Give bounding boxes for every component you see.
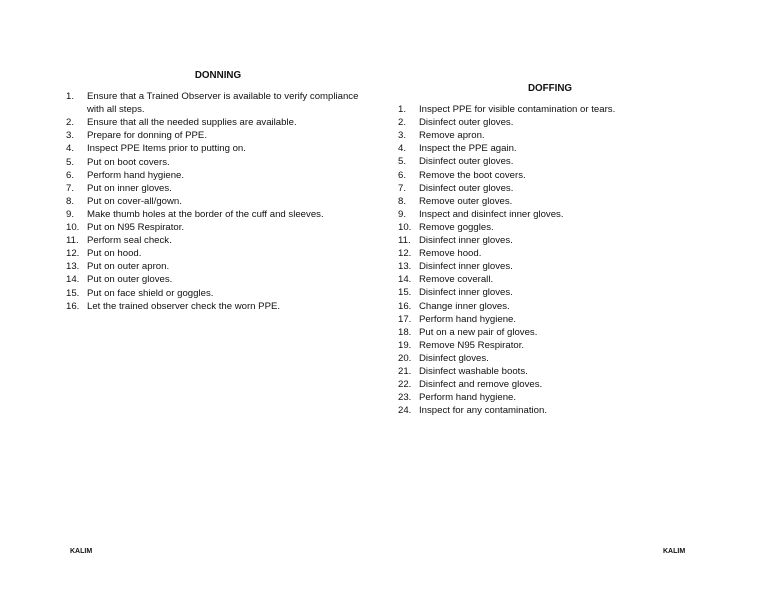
donning-list <box>66 90 386 313</box>
donning-step <box>66 287 386 300</box>
step-text: Disinfect outer gloves. <box>419 182 514 194</box>
doffing-step <box>398 142 728 155</box>
step-number: 4. <box>398 143 407 155</box>
doffing-step <box>398 103 728 116</box>
donning-step <box>66 142 386 155</box>
doffing-step <box>398 352 728 365</box>
step-number: 23. <box>398 392 412 404</box>
donning-step <box>66 273 386 286</box>
step-number: 7. <box>66 182 75 194</box>
step-text: Disinfect inner gloves. <box>419 235 513 247</box>
step-number: 2. <box>66 117 75 129</box>
step-number: 18. <box>398 326 412 338</box>
donning-step <box>66 234 386 247</box>
doffing-step <box>398 378 728 391</box>
step-number: 22. <box>398 379 412 391</box>
step-number: 10. <box>66 222 80 234</box>
doffing-step <box>398 365 728 378</box>
footer-left-label: KALIM <box>70 548 93 555</box>
step-text: Put on boot covers. <box>87 156 170 168</box>
step-number: 16. <box>66 300 80 312</box>
step-text: Disinfect inner gloves. <box>419 261 513 273</box>
step-number: 9. <box>398 208 407 220</box>
step-number: 20. <box>398 352 412 364</box>
step-text: Disinfect inner gloves. <box>419 287 513 299</box>
doffing-step <box>398 195 728 208</box>
doffing-step <box>398 116 728 129</box>
step-text: Remove N95 Respirator. <box>419 339 525 351</box>
step-number: 8. <box>66 195 75 207</box>
doffing-step <box>398 339 728 352</box>
step-text: Perform hand hygiene. <box>419 392 517 404</box>
doffing-step <box>398 221 728 234</box>
donning-step <box>66 169 386 182</box>
step-number: 10. <box>398 221 412 233</box>
donning-step <box>66 182 386 195</box>
step-number: 11. <box>398 235 411 247</box>
step-number: 5. <box>398 156 407 168</box>
step-number: 1. <box>398 104 407 116</box>
step-text: Perform hand hygiene. <box>87 169 185 181</box>
doffing-title: DOFFING <box>527 83 573 94</box>
step-text: Inspect PPE Items prior to putting on. <box>87 143 246 155</box>
donning-step <box>66 300 386 313</box>
step-text: Put on a new pair of gloves. <box>419 326 538 338</box>
donning-step <box>66 208 386 221</box>
donning-step <box>66 195 386 208</box>
step-text: Remove goggles. <box>419 221 494 233</box>
step-text: Inspect for any contamination. <box>419 405 547 417</box>
step-number: 24. <box>398 405 412 417</box>
donning-step <box>66 116 386 129</box>
step-number: 1. <box>66 91 75 103</box>
step-text: Disinfect and remove gloves. <box>419 379 543 391</box>
step-text: Disinfect gloves. <box>419 352 489 364</box>
step-number: 21. <box>398 365 412 377</box>
doffing-list <box>398 103 728 417</box>
step-text: Remove the boot covers. <box>419 169 526 181</box>
doffing-step <box>398 391 728 404</box>
step-text: Make thumb holes at the border of the cuff and sleeves. <box>87 208 324 220</box>
step-number: 11. <box>66 235 79 247</box>
doffing-step <box>398 273 728 286</box>
step-text: Prepare for donning of PPE. <box>87 130 207 142</box>
step-text: Inspect and disinfect inner gloves. <box>419 208 564 220</box>
donning-step <box>66 221 386 234</box>
doffing-step <box>398 404 728 417</box>
step-text: Perform seal check. <box>87 235 172 247</box>
step-number: 3. <box>66 130 75 142</box>
donning-step <box>66 90 386 116</box>
step-number: 19. <box>398 339 412 351</box>
doffing-step <box>398 208 728 221</box>
donning-step <box>66 129 386 142</box>
doffing-step <box>398 182 728 195</box>
step-number: 15. <box>398 287 412 299</box>
step-text: Let the trained observer check the worn PPE. <box>87 300 281 312</box>
step-text: Put on outer gloves. <box>87 274 173 286</box>
step-number: 17. <box>398 313 412 325</box>
doffing-step <box>398 155 728 168</box>
doffing-section <box>398 82 728 417</box>
step-number: 16. <box>398 300 412 312</box>
doffing-step <box>398 234 728 247</box>
step-text: Put on outer apron. <box>87 261 170 273</box>
step-number: 6. <box>66 169 75 181</box>
donning-step <box>66 156 386 169</box>
step-number: 14. <box>398 274 412 286</box>
step-number: 12. <box>66 248 80 260</box>
step-text: Put on face shield or goggles. <box>87 287 214 299</box>
doffing-step <box>398 169 728 182</box>
doffing-step <box>398 313 728 326</box>
donning-title: DONNING <box>194 70 242 81</box>
donning-step <box>66 247 386 260</box>
footer-right-label: KALIM <box>663 548 686 555</box>
donning-section <box>66 69 386 313</box>
doffing-step <box>398 247 728 260</box>
step-text: Put on cover-all/gown. <box>87 195 182 207</box>
step-text: Ensure that a Trained Observer is available to verify compliance with all steps. <box>87 91 359 116</box>
step-text: Remove apron. <box>419 130 485 142</box>
step-text: Disinfect outer gloves. <box>419 117 514 129</box>
step-number: 4. <box>66 143 75 155</box>
step-number: 13. <box>398 261 412 273</box>
step-text: Disinfect outer gloves. <box>419 156 514 168</box>
step-text: Inspect the PPE again. <box>419 143 517 155</box>
step-text: Put on hood. <box>87 248 142 260</box>
step-number: 9. <box>66 208 75 220</box>
doffing-step <box>398 260 728 273</box>
step-text: Ensure that all the needed supplies are available. <box>87 117 297 129</box>
doffing-step <box>398 129 728 142</box>
step-number: 8. <box>398 195 407 207</box>
step-text: Remove coverall. <box>419 274 494 286</box>
step-number: 2. <box>398 117 407 129</box>
step-number: 13. <box>66 261 80 273</box>
step-text: Disinfect washable boots. <box>419 365 528 377</box>
step-number: 6. <box>398 169 407 181</box>
step-number: 5. <box>66 156 75 168</box>
step-text: Remove outer gloves. <box>419 195 513 207</box>
step-text: Inspect PPE for visible contamination or tears. <box>419 104 616 116</box>
doffing-step <box>398 300 728 313</box>
step-number: 3. <box>398 130 407 142</box>
doffing-step <box>398 286 728 299</box>
step-number: 12. <box>398 248 412 260</box>
step-text: Change inner gloves. <box>419 300 510 312</box>
step-number: 15. <box>66 287 80 299</box>
step-number: 7. <box>398 182 407 194</box>
step-text: Remove hood. <box>419 248 482 260</box>
donning-step <box>66 260 386 273</box>
step-number: 14. <box>66 274 80 286</box>
step-text: Perform hand hygiene. <box>419 313 517 325</box>
step-text: Put on N95 Respirator. <box>87 222 185 234</box>
doffing-step <box>398 326 728 339</box>
step-text: Put on inner gloves. <box>87 182 172 194</box>
